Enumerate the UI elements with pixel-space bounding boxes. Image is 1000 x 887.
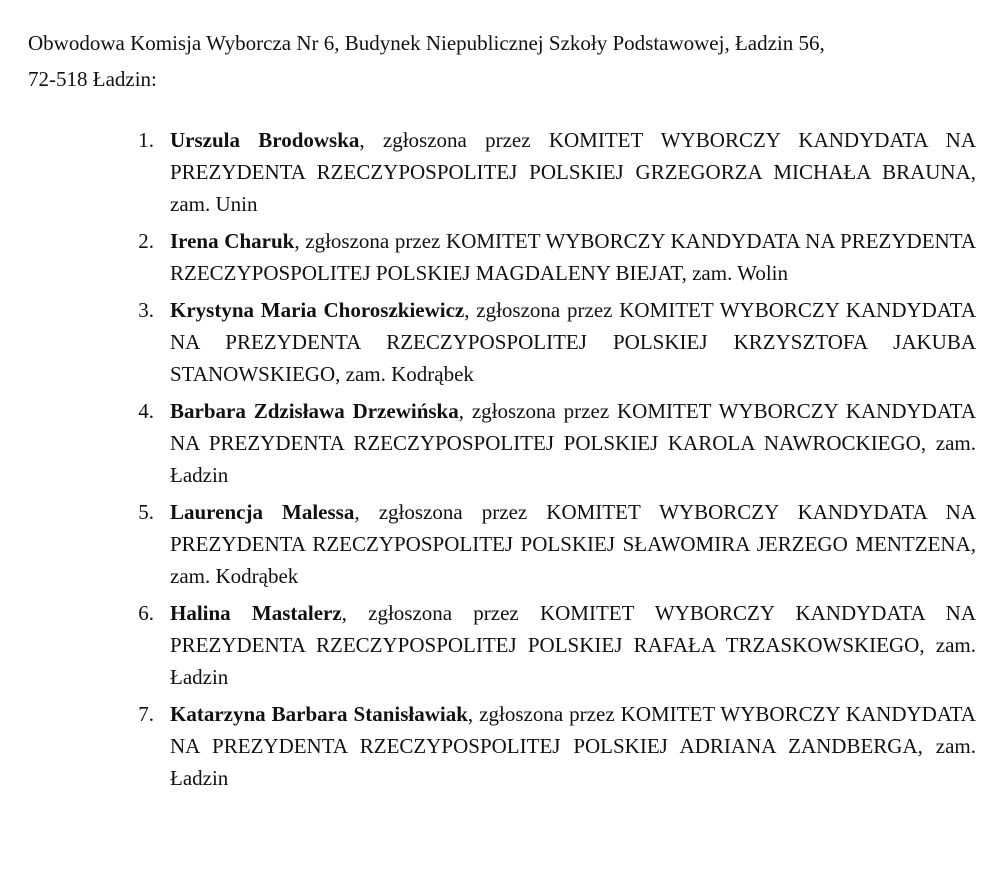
item-number: 3. — [138, 298, 154, 322]
item-number: 7. — [138, 702, 154, 726]
item-number: 2. — [138, 229, 154, 253]
list-item — [138, 395, 976, 491]
member-name: Urszula Brodowska — [170, 128, 360, 152]
item-number: 6. — [138, 601, 154, 625]
member-details: , zgłoszona przez KOMITET WYBORCZY KANDYDATA NA PREZYDENTA RZECZYPOSPOLITEJ POLSKIEJ ADRIANA ZANDBERGA, zam. Ładzin — [170, 702, 976, 790]
list-item — [138, 698, 976, 794]
item-text — [170, 597, 976, 693]
member-name: Barbara Zdzisława Drzewińska — [170, 399, 459, 423]
member-details: , zgłoszona przez KOMITET WYBORCZY KANDYDATA NA PREZYDENTA RZECZYPOSPOLITEJ POLSKIEJ GRZEGORZA MICHAŁA BRAUNA, zam. Unin — [170, 128, 976, 216]
member-details: , zgłoszona przez KOMITET WYBORCZY KANDYDATA NA PREZYDENTA RZECZYPOSPOLITEJ POLSKIEJ SŁAWOMIRA JERZEGO MENTZENA, zam. Kodrąbek — [170, 500, 976, 588]
header-line-1: Obwodowa Komisja Wyborcza Nr 6, Budynek Niepublicznej Szkoły Podstawowej, Ładzin 56, — [28, 31, 825, 55]
item-text — [170, 496, 976, 592]
item-text — [170, 395, 976, 491]
item-text — [170, 698, 976, 794]
list-item — [138, 225, 977, 289]
members-list — [28, 124, 976, 794]
header-line-2: 72-518 Ładzin: — [28, 67, 157, 91]
item-text — [170, 124, 976, 220]
item-number: 4. — [138, 399, 154, 423]
item-number: 5. — [138, 500, 154, 524]
list-item — [138, 496, 976, 592]
list-item — [138, 294, 976, 390]
member-details: , zgłoszona przez KOMITET WYBORCZY KANDYDATA NA PREZYDENTA RZECZYPOSPOLITEJ POLSKIEJ MAGDALENY BIEJAT, zam. Wolin — [170, 229, 977, 285]
member-name: Katarzyna Barbara Stanisławiak — [170, 702, 468, 726]
member-name: Laurencja Malessa — [170, 500, 355, 524]
item-text — [170, 225, 976, 289]
member-details: , zgłoszona przez KOMITET WYBORCZY KANDYDATA NA PREZYDENTA RZECZYPOSPOLITEJ POLSKIEJ RAFAŁA TRZASKOWSKIEGO, zam. Ładzin — [170, 601, 976, 689]
member-name: Irena Charuk — [170, 229, 295, 253]
commission-header — [28, 25, 976, 97]
member-details: , zgłoszona przez KOMITET WYBORCZY KANDYDATA NA PREZYDENTA RZECZYPOSPOLITEJ POLSKIEJ KAROLA NAWROCKIEGO, zam. Ładzin — [170, 399, 976, 487]
item-text — [170, 294, 976, 390]
item-number: 1. — [138, 128, 154, 152]
member-name: Halina Mastalerz — [170, 601, 342, 625]
member-name: Krystyna Maria Choroszkiewicz — [170, 298, 465, 322]
list-item — [138, 124, 976, 220]
list-item — [138, 597, 976, 693]
member-details: , zgłoszona przez KOMITET WYBORCZY KANDYDATA NA PREZYDENTA RZECZYPOSPOLITEJ POLSKIEJ KRZYSZTOFA JAKUBA STANOWSKIEGO, zam. Kodrąbek — [170, 298, 976, 386]
